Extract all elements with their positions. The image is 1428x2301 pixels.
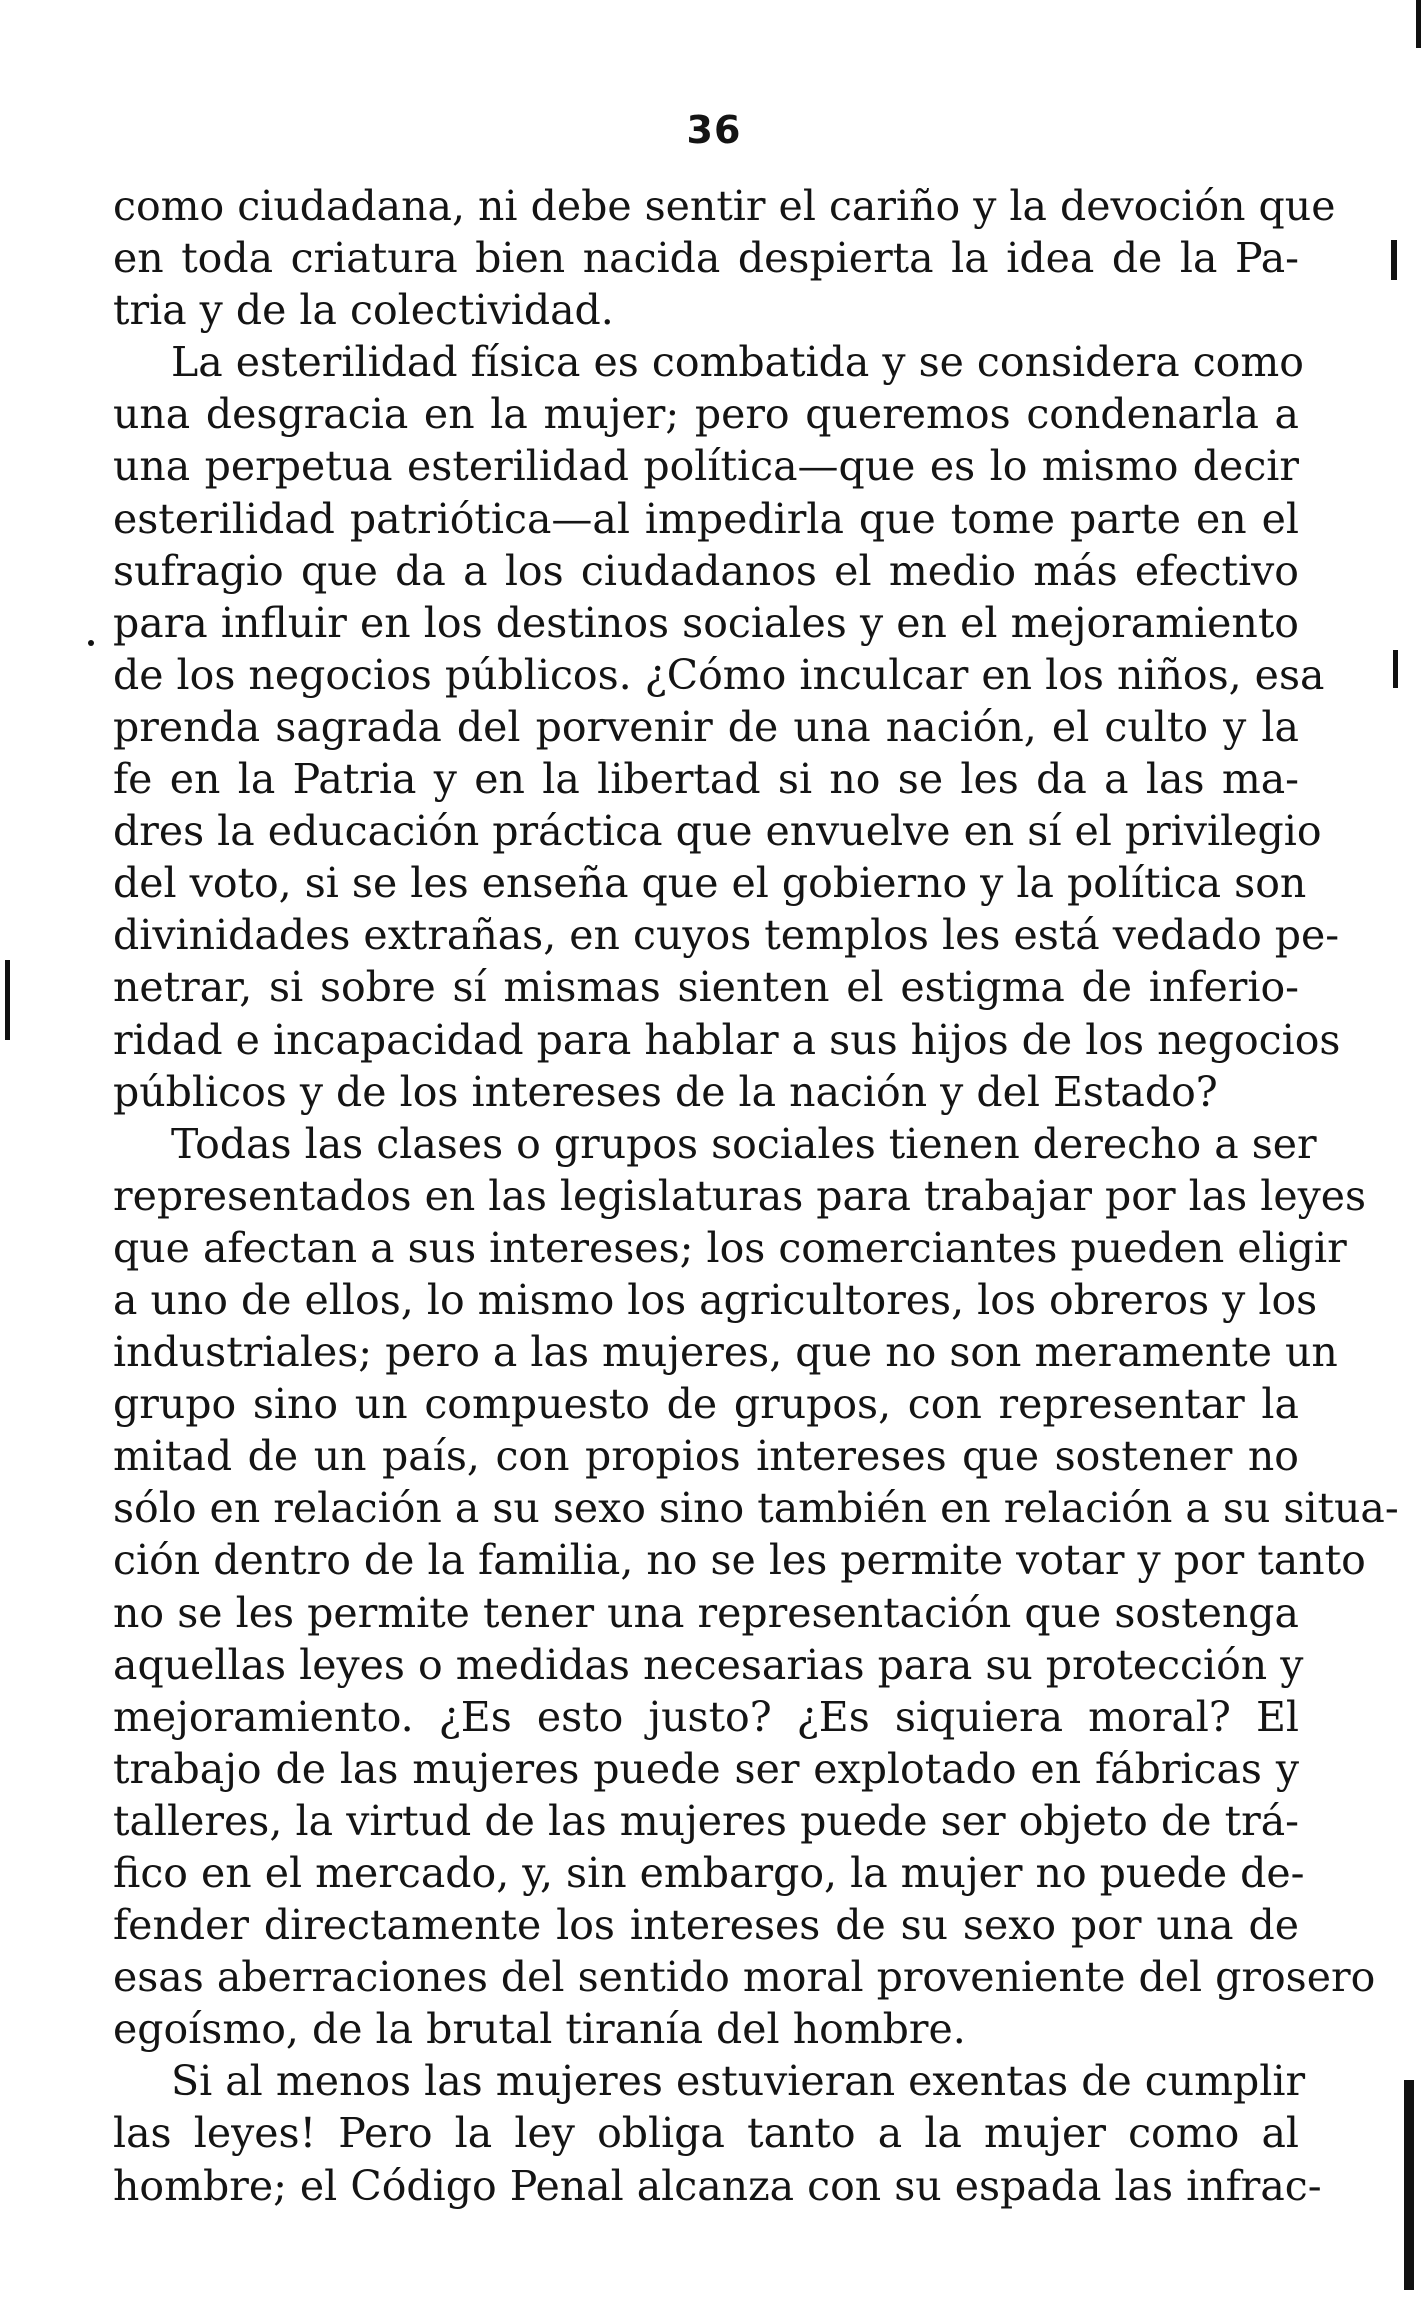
text-line: esas aberraciones del sentido moral proveniente del grosero [113, 1953, 1376, 2002]
text-line: a uno de ellos, lo mismo los agricultores, los obreros y los [113, 1275, 1318, 1324]
page-number: 36 [686, 108, 742, 152]
text-line: talleres, la virtud de las mujeres puede ser objeto de trá- [113, 1796, 1299, 1845]
text-line: que afectan a sus intereses; los comerciantes pueden eligir [113, 1223, 1347, 1272]
scan-mark-right-1 [1391, 240, 1397, 280]
text-line: una desgracia en la mujer; pero queremos condenarla a [113, 390, 1299, 439]
text-line: como ciudadana, ni debe sentir el cariño y la devoción que [113, 182, 1336, 230]
body-text [113, 180, 1399, 2212]
text-line: representados en las legislaturas para trabajar por las leyes [113, 1171, 1367, 1220]
text-line: mitad de un país, con propios intereses que sostener no [113, 1432, 1299, 1481]
scan-mark-bottom-right [1404, 2080, 1414, 2290]
text-line: trabajo de las mujeres puede ser explotado en fábricas y [113, 1744, 1299, 1793]
text-line: industriales; pero a las mujeres, que no son meramente un [113, 1328, 1338, 1377]
text-line: esterilidad patriótica—al impedirla que tome parte en el [113, 494, 1299, 543]
text-line: del voto, si se les enseña que el gobierno y la política son [113, 859, 1307, 908]
scan-mark-left [5, 960, 10, 1040]
text-line: fico en el mercado, y, sin embargo, la mujer no puede de- [113, 1849, 1305, 1897]
text-line: para influir en los destinos sociales y en el mejoramiento [113, 598, 1299, 647]
scan-mark-dot [88, 640, 94, 646]
text-line: una perpetua esterilidad política—que es lo mismo decir [113, 442, 1299, 491]
text-line: hombre; el Código Penal alcanza con su espada las infrac- [113, 2161, 1322, 2210]
text-line: grupo sino un compuesto de grupos, con representar la [113, 1380, 1299, 1429]
text-line: mejoramiento. ¿Es esto justo? ¿Es siquiera moral? El [113, 1692, 1299, 1741]
text-line: sufragio que da a los ciudadanos el medio más efectivo [113, 546, 1299, 595]
text-line: públicos y de los intereses de la nación y del Estado? [113, 1067, 1218, 1116]
text-line: Todas las clases o grupos sociales tienen derecho a ser [171, 1119, 1317, 1168]
text-line: egoísmo, de la brutal tiranía del hombre. [113, 2005, 966, 2054]
text-line: fe en la Patria y en la libertad si no se les da a las ma- [113, 755, 1299, 804]
text-line: dres la educación práctica que envuelve en sí el privilegio [113, 807, 1322, 856]
scan-mark-top-right [1416, 0, 1421, 48]
text-line: netrar, si sobre sí mismas sienten el estigma de inferio- [113, 963, 1299, 1012]
text-line: divinidades extrañas, en cuyos templos les está vedado pe- [113, 911, 1340, 960]
text-line: aquellas leyes o medidas necesarias para su protección y [113, 1640, 1304, 1689]
text-line: fender directamente los intereses de su sexo por una de [113, 1901, 1299, 1950]
text-line: tria y de la colectividad. [113, 286, 614, 335]
text-line: en toda criatura bien nacida despierta la idea de la Pa- [113, 234, 1299, 283]
text-line: Si al menos las mujeres estuvieran exentas de cumplir [171, 2057, 1306, 2106]
text-line: no se les permite tener una representación que sostenga [113, 1588, 1299, 1637]
text-line: La esterilidad física es combatida y se considera como [171, 338, 1304, 387]
text-line: ridad e incapacidad para hablar a sus hijos de los negocios [113, 1015, 1341, 1064]
text-line: ción dentro de la familia, no se les permite votar y por tanto [113, 1536, 1366, 1585]
text-line: las leyes! Pero la ley obliga tanto a la mujer como al [113, 2109, 1299, 2158]
text-line: sólo en relación a su sexo sino también en relación a su situa- [113, 1484, 1399, 1533]
scan-mark-right-2 [1393, 650, 1398, 688]
text-line: prenda sagrada del porvenir de una nación, el culto y la [113, 702, 1299, 751]
text-line: de los negocios públicos. ¿Cómo inculcar en los niños, esa [113, 650, 1325, 699]
